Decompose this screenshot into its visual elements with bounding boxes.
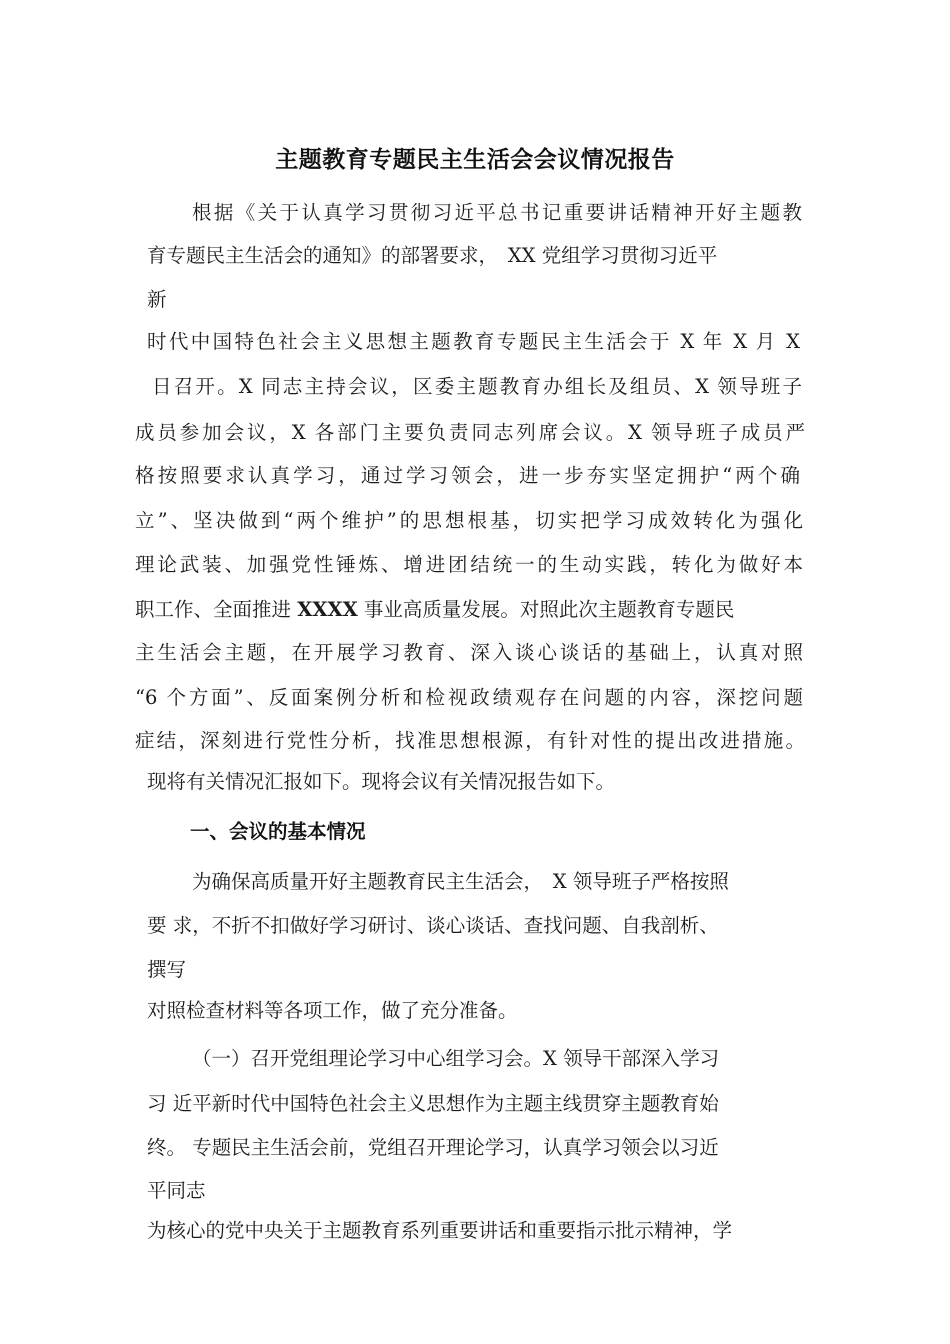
section1-line-4: 对照检查材料等各项工作，做了充分准备。 <box>147 999 518 1022</box>
intro-line-13: 症结，深刻进行党性分析，找准思想根源，有针对性的提出改进措施。 <box>135 729 805 752</box>
xxxx-highlight: XXXX <box>297 598 358 621</box>
intro-line-10 <box>135 597 805 623</box>
intro-line-3: 新 <box>147 288 167 311</box>
intro-line-7: 格按照要求认真学习，通过学习领会，进一步夯实坚定拥护“两个确 <box>135 464 800 487</box>
intro-line-6: 成员参加会议，X 各部门主要负责同志列席会议。X 领导班子成员严 <box>135 421 805 444</box>
section1-line-3: 撰写 <box>147 958 187 981</box>
section-heading-1: 一、会议的基本情况 <box>190 820 366 843</box>
intro-line-12: “6 个方面”、反面案例分析和检视政绩观存在问题的内容，深挖问题 <box>135 686 803 709</box>
intro-line-2: 育专题民主生活会的通知》的部署要求， XX 党组学习贯彻习近平 <box>147 244 718 267</box>
subsection1-line-5: 为核心的党中央关于主题教育系列重要讲话和重要指示批示精神，学 <box>147 1219 733 1242</box>
section1-line-1: 为确保高质量开好主题教育民主生活会， X 领导班子严格按照 <box>192 870 729 893</box>
intro-line-10-a: 职工作、全面推进 <box>135 598 298 621</box>
subsection1-line-1: （一）召开党组理论学习中心组学习会。X 领导干部深入学习 <box>192 1047 720 1070</box>
document-title: 主题教育专题民主生活会会议情况报告 <box>275 147 675 173</box>
subsection1-line-3: 终。 专题民主生活会前，党组召开理论学习，认真学习领会以习近 <box>147 1136 719 1159</box>
section1-line-2: 要 求，不折不扣做好学习研讨、谈心谈话、查找问题、自我剖析、 <box>147 914 719 937</box>
intro-line-4: 时代中国特色社会主义思想主题教育专题民主生活会于 X 年 X 月 X <box>147 330 800 353</box>
subsection1-line-2: 习 近平新时代中国特色社会主义思想作为主题主线贯穿主题教育始 <box>147 1092 719 1115</box>
subsection1-line-4: 平同志 <box>147 1179 206 1202</box>
intro-line-1: 根据《关于认真学习贯彻习近平总书记重要讲话精神开好主题教 <box>192 201 802 224</box>
intro-line-8: 立”、坚决做到“两个维护”的思想根基，切实把学习成效转化为强化 <box>135 509 803 532</box>
intro-line-9: 理论武装、加强党性锤炼、增进团结统一的生动实践，转化为做好本 <box>135 553 803 576</box>
intro-line-11: 主生活会主题，在开展学习教育、深入谈心谈话的基础上，认真对照 <box>135 641 803 664</box>
intro-line-5: 日召开。X 同志主持会议，区委主题教育办组长及组员、X 领导班子 <box>152 375 802 398</box>
intro-line-10-b: 事业高质量发展。对照此次主题教育专题民 <box>357 598 735 621</box>
intro-line-14: 现将有关情况汇报如下。现将会议有关情况报告如下。 <box>147 770 616 793</box>
